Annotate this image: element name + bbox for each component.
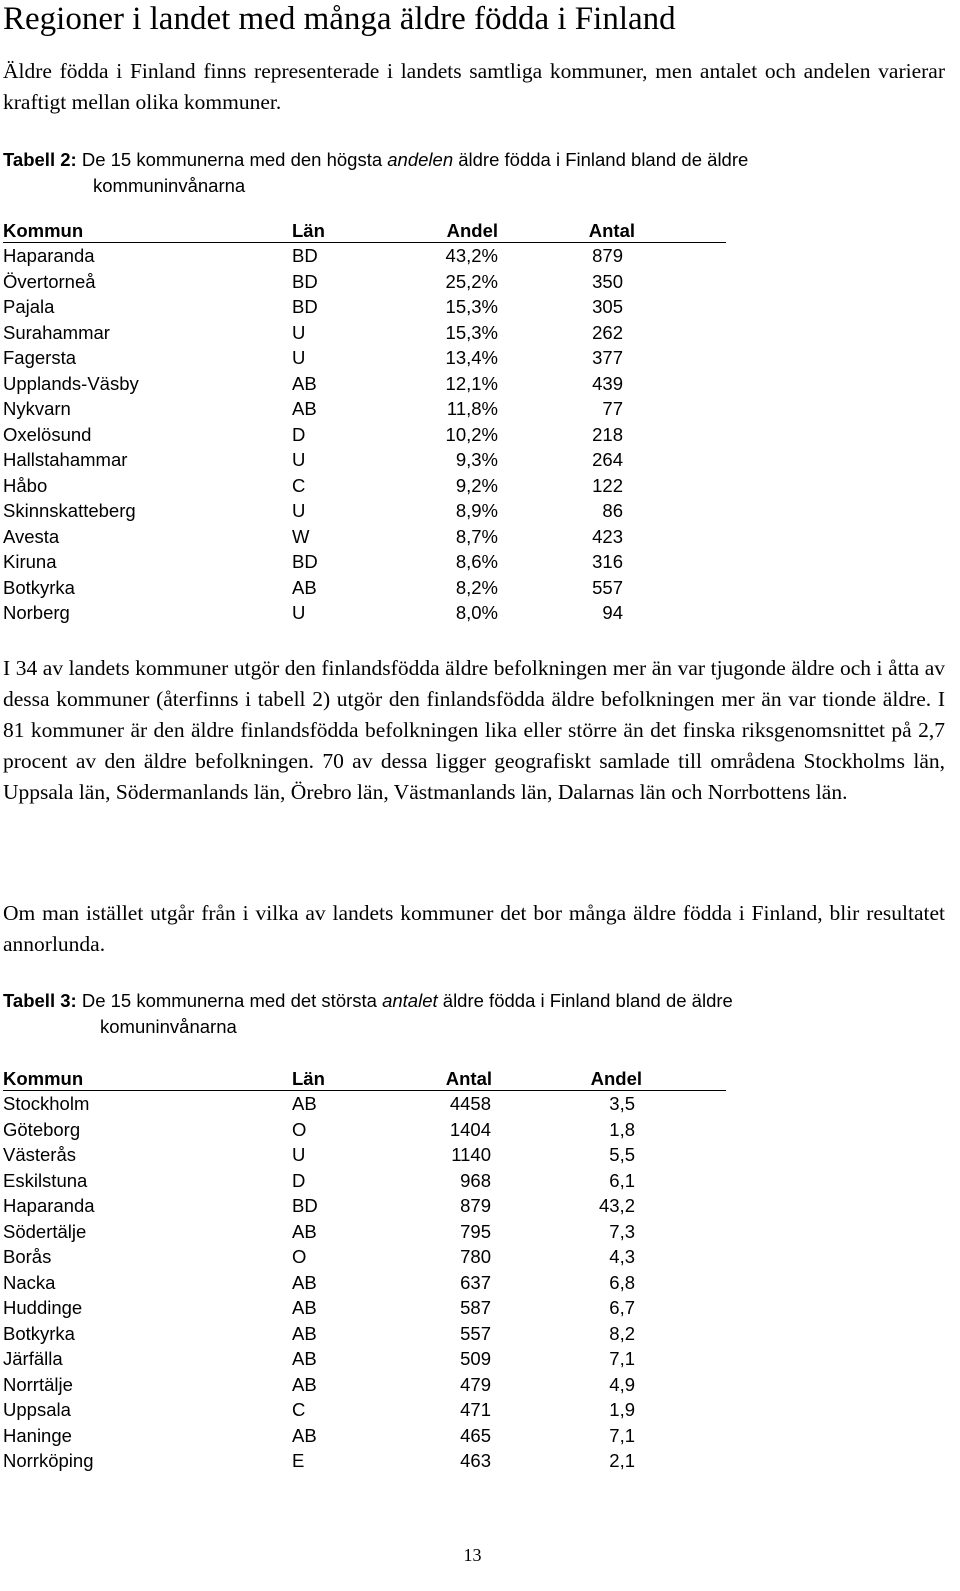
table-cell: 8,7% [455,525,498,547]
table-cell: Järfälla [3,1348,63,1369]
table3-caption-text-end: äldre födda i Finland bland de äldre [437,990,733,1011]
table3 [3,1066,726,1474]
table-cell: AB [292,398,317,419]
column-header: Län [292,220,325,241]
table-cell: 471 [460,1399,491,1420]
table-row [3,1423,726,1449]
table-cell: U [292,602,306,623]
table-cell: 509 [460,1348,491,1369]
table-cell: 350 [592,270,623,292]
table2-caption-text: De 15 kommunerna med den högsta [76,149,388,170]
table3-label: Tabell 3: [3,990,77,1011]
table-cell: Haninge [3,1424,72,1446]
table-cell: AB [292,372,317,394]
table-cell: 8,0% [455,602,498,623]
table-cell: 795 [460,1220,491,1242]
table-cell: BD [292,551,318,572]
table-cell: Västerås [3,1144,77,1165]
table-cell: 25,2% [445,270,498,292]
table-cell: Kiruna [3,551,57,572]
table-cell: 463 [460,1450,491,1471]
table-row [3,396,726,422]
table-cell: Botkyrka [3,1322,75,1344]
table-cell: 4458 [449,1093,491,1114]
table-row [3,269,726,295]
column-header: Län [292,1068,325,1089]
table-cell: 1,8 [609,1118,635,1140]
table-cell: O [292,1246,307,1267]
table3-caption [3,988,945,1040]
table-cell: 637 [460,1271,491,1293]
table-row [3,575,726,601]
table-row [3,294,726,320]
column-header: Antal [445,1068,492,1089]
table-row [3,600,726,626]
table-cell: AB [292,1322,317,1344]
table-row [3,1397,726,1423]
table-cell: Hallstahammar [3,449,128,470]
table2-caption-line2: kommuninvånarna [93,175,246,196]
table-cell: U [292,449,306,470]
table3-caption-text: De 15 kommunerna med det största [76,990,383,1011]
table-cell: Surahammar [3,321,110,343]
table-cell: 423 [592,525,623,547]
column-header: Kommun [3,220,84,241]
table-cell: 780 [460,1246,491,1267]
table-cell: Håbo [3,474,48,496]
table-cell: D [292,1169,306,1191]
table-row [3,1168,726,1194]
table-row [3,371,726,397]
table-cell: 2,1 [609,1450,635,1471]
table-cell: W [292,525,310,547]
table-cell: C [292,1399,306,1420]
table-cell: 7,1 [609,1424,635,1446]
table-cell: 4,3 [609,1246,635,1267]
table-cell: 439 [592,372,623,394]
table-cell: Stockholm [3,1093,90,1114]
table-cell: 12,1% [445,372,498,394]
table-cell: Övertorneå [3,270,96,292]
table-row [3,243,726,269]
table-header-row [3,1066,726,1091]
table-row [3,1448,726,1474]
table-cell: Avesta [3,525,60,547]
table-cell: 43,2 [598,1195,635,1216]
table-cell: BD [292,1195,318,1216]
table-cell: 11,8% [446,398,498,419]
table-cell: 8,2% [455,576,498,598]
table-cell: Oxelösund [3,423,92,445]
table-cell: 7,3 [609,1220,635,1242]
intro-paragraph: Äldre födda i Finland finns representerade i landets samtliga kommuner, men antalet och andelen varierar kraftigt mellan olika kommuner. [3,59,945,114]
table-row [3,1244,726,1270]
table2 [3,218,726,626]
table-cell: Haparanda [3,1195,95,1216]
table-row [3,422,726,448]
table-cell: Norrtälje [3,1373,73,1395]
table-row [3,498,726,524]
table-cell: U [292,1144,306,1165]
table-cell: AB [292,1424,317,1446]
table-cell: Södertälje [3,1220,87,1242]
table2-caption [3,147,945,199]
column-header: Antal [588,220,635,241]
table-cell: 15,3% [445,296,498,317]
table-row [3,473,726,499]
table-cell: BD [292,245,318,266]
table-cell: Nacka [3,1271,56,1293]
table-row [3,1193,726,1219]
table-cell: E [292,1450,305,1471]
table-cell: 94 [602,602,623,623]
table-row [3,1091,726,1117]
table-cell: 879 [592,245,623,266]
table-cell: 77 [602,398,623,419]
table-cell: 316 [592,551,623,572]
table-cell: U [292,321,306,343]
table2-label: Tabell 2: [3,149,77,170]
table-cell: 8,6% [455,551,498,572]
table-cell: U [292,500,306,521]
table-cell: Norrköping [3,1450,94,1471]
table-cell: U [292,347,306,368]
table-cell: Pajala [3,296,55,317]
table-row [3,1321,726,1347]
table-cell: O [292,1118,307,1140]
table-cell: 7,1 [609,1348,635,1369]
table-cell: 968 [460,1169,491,1191]
table-cell: AB [292,1271,317,1293]
table-cell: 6,1 [609,1169,635,1191]
table-cell: 3,5 [609,1093,635,1114]
body-paragraph: I 34 av landets kommuner utgör den finlandsfödda äldre befolkningen mer än var tjugonde äldre och i åtta av dessa kommuner (återfinns i tabell 2) utgör den finlandsfödda äldre befolkningen mer än var tionde äldre. I 81 kommuner är den äldre finlandsfödda befolkningen lika eller större än det finska riksgenomsnittet på 2,7 procent av den äldre befolkningen. 70 av dessa ligger geografiskt samlade till områdena Stockholms län, Uppsala län, Södermanlands län, Örebro län, Västmanlands län, Dalarnas län och Norrbottens län. [3,656,945,804]
table-cell: 43,2% [445,245,498,266]
table-cell: AB [292,1220,317,1242]
table-cell: 5,5 [609,1144,635,1165]
table-cell: AB [292,1348,317,1369]
table-cell: 9,2% [455,474,498,496]
table-row [3,1219,726,1245]
table2-caption-emphasis: andelen [387,149,454,170]
column-header: Andel [446,220,498,241]
table-cell: 1,9 [609,1399,635,1420]
table-cell: Upplands-Väsby [3,372,139,394]
table-cell: 305 [592,296,623,317]
table-cell: 122 [592,474,623,496]
table-cell: C [292,474,306,496]
table-row [3,1295,726,1321]
table-cell: 557 [592,576,623,598]
table-cell: Norberg [3,602,70,623]
table-cell: Uppsala [3,1399,71,1420]
table-cell: 13,4% [445,347,498,368]
table-cell: BD [292,270,318,292]
table-cell: D [292,423,306,445]
table-cell: 15,3% [445,321,498,343]
table-cell: Haparanda [3,245,95,266]
table-cell: 6,8 [609,1271,635,1293]
table-cell: BD [292,296,318,317]
table-row [3,1270,726,1296]
table-cell: 218 [592,423,623,445]
table-cell: 264 [592,449,623,470]
table-cell: 10,2% [445,423,498,445]
table-row [3,1346,726,1372]
table-cell: AB [292,576,317,598]
table-row [3,1142,726,1168]
table-row [3,1117,726,1143]
table-cell: AB [292,1093,317,1114]
table2-caption-text-end: äldre födda i Finland bland de äldre [453,149,749,170]
table-cell: 465 [460,1424,491,1446]
table-cell: Fagersta [3,347,77,368]
table-header-row [3,218,726,243]
table-cell: Eskilstuna [3,1169,88,1191]
table-row [3,320,726,346]
table-cell: 6,7 [609,1297,635,1318]
table-cell: 4,9 [609,1373,635,1395]
table-cell: Skinnskatteberg [3,500,136,521]
table-cell: 262 [592,321,623,343]
body-paragraph-2: Om man istället utgår från i vilka av landets kommuner det bor många äldre födda i Finland, blir resultatet annorlunda. [3,901,945,956]
table-cell: 479 [460,1373,491,1395]
table-row [3,549,726,575]
table-cell: Nykvarn [3,398,71,419]
table-cell: 8,2 [609,1322,635,1344]
table-row [3,447,726,473]
table-cell: 9,3% [455,449,498,470]
table-row [3,524,726,550]
table-cell: AB [292,1373,317,1395]
table-row [3,345,726,371]
table-cell: Botkyrka [3,576,75,598]
page-title: Regioner i landet med många äldre födda i Finland [3,1,676,37]
table-cell: 587 [460,1297,491,1318]
table-cell: 86 [602,500,623,521]
table-cell: 8,9% [455,500,498,521]
table-cell: Göteborg [3,1118,81,1140]
table-cell: AB [292,1297,317,1318]
table-cell: 1140 [451,1144,491,1165]
table-cell: Huddinge [3,1297,83,1318]
table3-caption-emphasis: antalet [382,990,438,1011]
page-number: 13 [463,1545,482,1565]
table-cell: 1404 [449,1118,491,1140]
table-cell: 377 [592,347,623,368]
table-row [3,1372,726,1398]
table-cell: 879 [460,1195,491,1216]
column-header: Kommun [3,1068,84,1089]
table-cell: Borås [3,1246,52,1267]
column-header: Andel [590,1068,642,1089]
table3-caption-line2: komuninvånarna [100,1016,237,1037]
table-cell: 557 [460,1322,491,1344]
